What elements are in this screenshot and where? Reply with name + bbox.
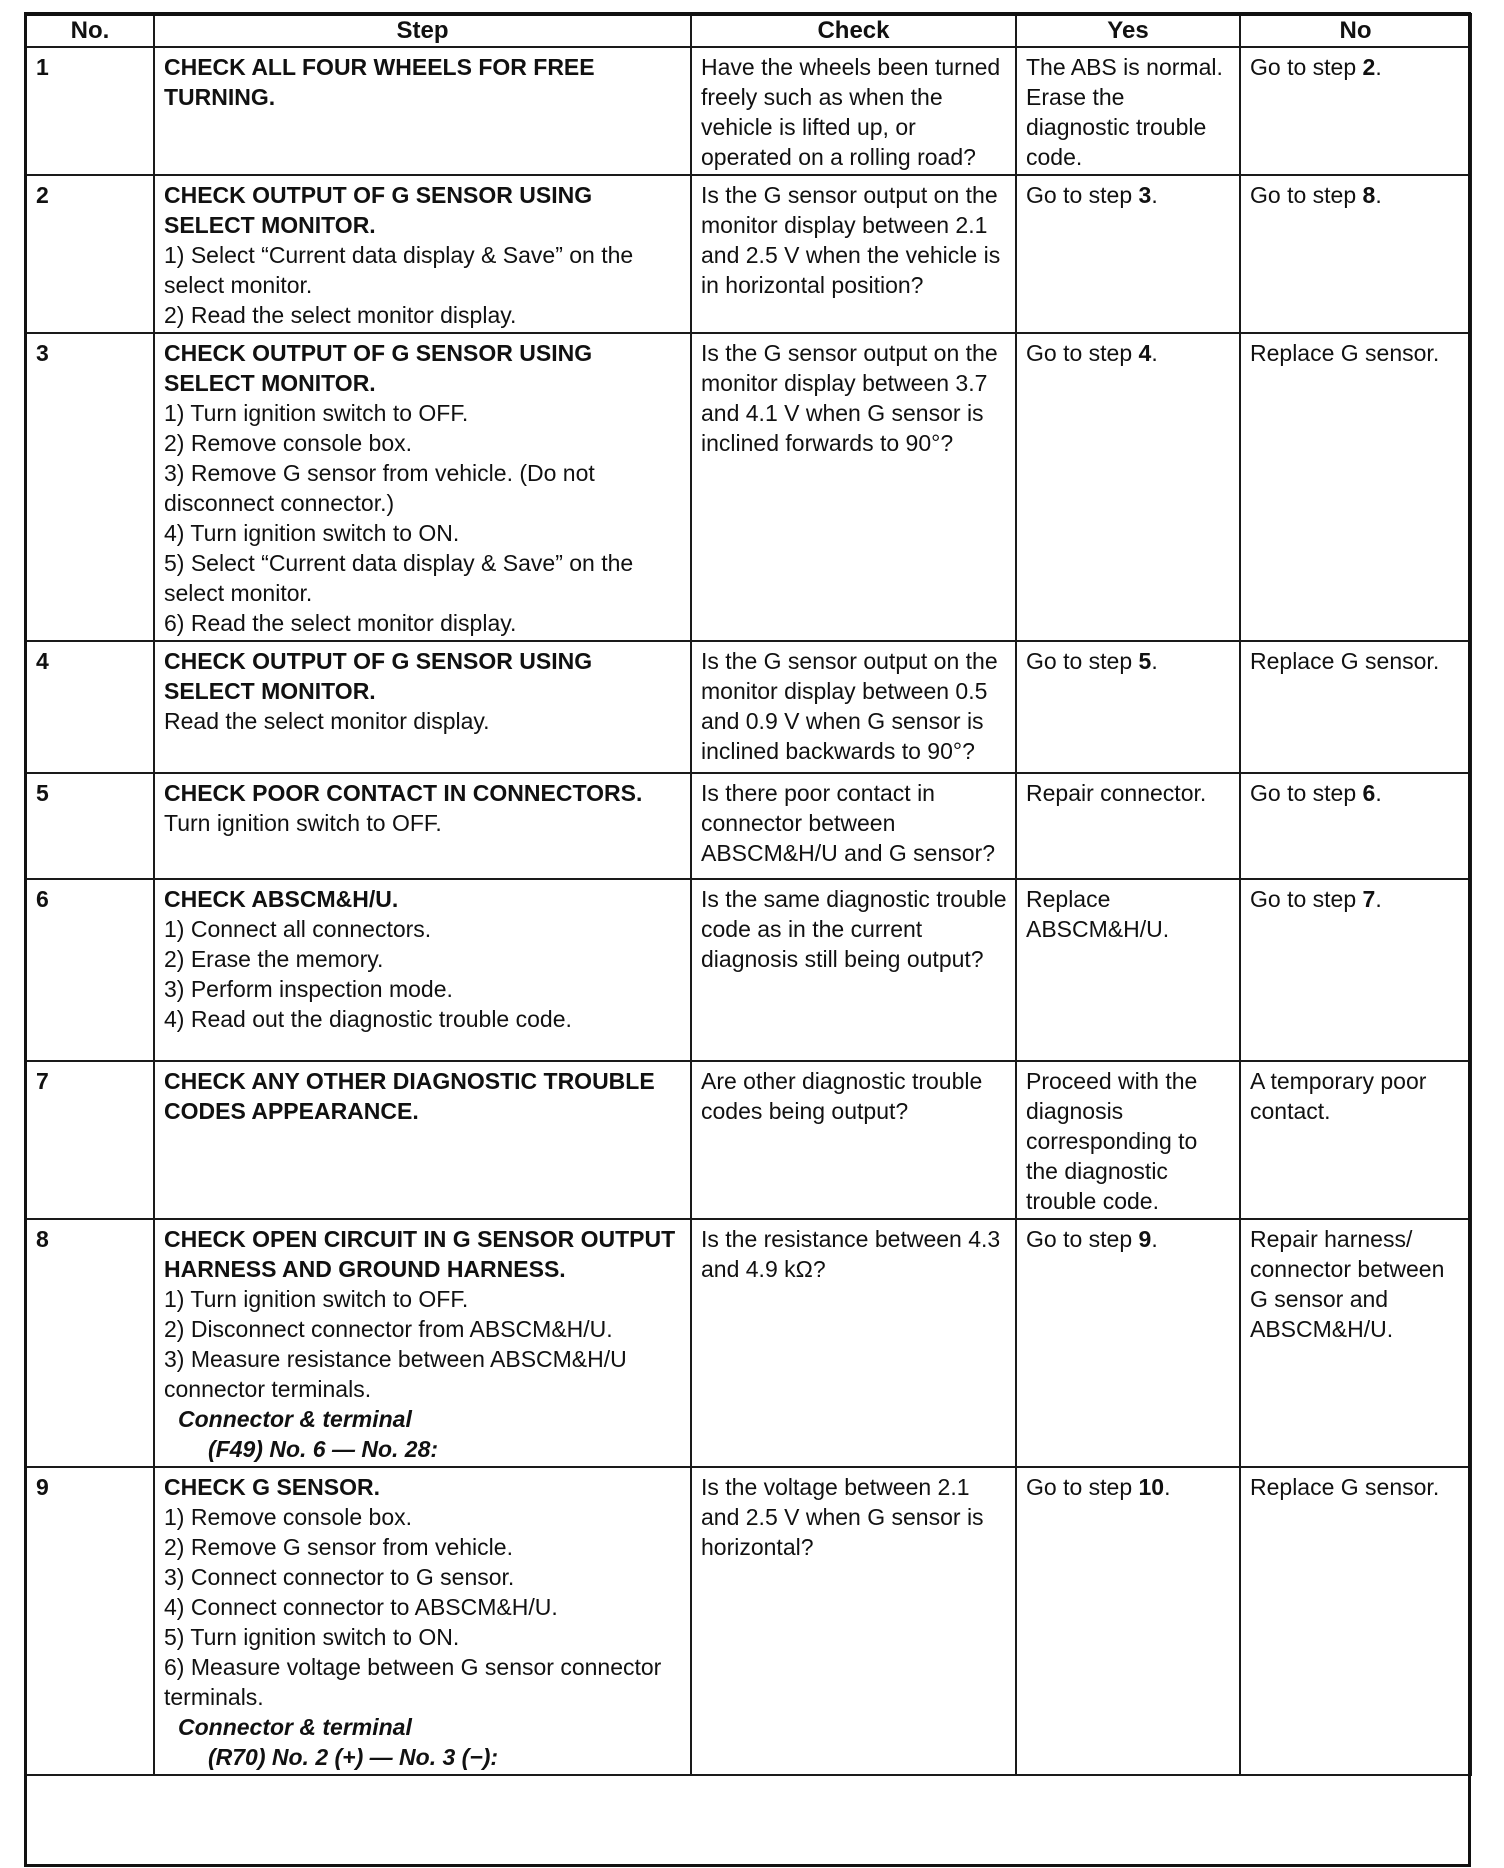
check-cell: Is the G sensor output on the monitor display between 0.5 and 0.9 V when G sensor is inclined backwards to 90°? (691, 641, 1016, 773)
step-title: CHECK POOR CONTACT IN CONNECTORS. (164, 780, 643, 806)
yes-text: Go to step (1026, 648, 1133, 674)
step-cell (154, 773, 691, 879)
yes-text: Go to step (1026, 340, 1133, 366)
header-no-column: No (1240, 15, 1471, 48)
no-cell-result (1240, 1467, 1471, 1775)
table-row (26, 1467, 1471, 1775)
check-cell: Is there poor contact in connector between ABSCM&H/U and G sensor? (691, 773, 1016, 879)
no-step-ref: 6 (1362, 780, 1376, 806)
step-instruction: 3) Measure resistance between ABSCM&H/U connector terminals. (164, 1346, 627, 1402)
step-instruction: 2) Erase the memory. (164, 946, 384, 972)
check-cell: Are other diagnostic trouble codes being output? (691, 1061, 1016, 1219)
step-instruction: 4) Read out the diagnostic trouble code. (164, 1006, 572, 1032)
check-cell: Is the voltage between 2.1 and 2.5 V when G sensor is horizontal? (691, 1467, 1016, 1775)
no-cell-result: Go to step 7. (1240, 879, 1471, 1061)
step-cell (154, 175, 691, 333)
step-number: 8 (26, 1219, 154, 1467)
yes-text: Go to step (1026, 182, 1133, 208)
step-cell (154, 1219, 691, 1467)
step-title: CHECK ANY OTHER DIAGNOSTIC TROUBLE CODES APPEARANCE. (164, 1068, 655, 1124)
step-instruction: 1) Remove console box. (164, 1504, 413, 1530)
step-number: 2 (26, 175, 154, 333)
step-instruction: 1) Turn ignition switch to OFF. (164, 1286, 469, 1312)
step-number: 9 (26, 1467, 154, 1775)
yes-step-ref: 4 (1138, 340, 1152, 366)
header-check: Check (691, 15, 1016, 48)
step-instruction: 2) Read the select monitor display. (164, 302, 517, 328)
yes-cell: Go to step 4. (1016, 333, 1240, 641)
connector-terminal: (F49) No. 6 — No. 28: (208, 1436, 439, 1462)
no-text: Go to step (1250, 780, 1357, 806)
step-instruction: 5) Turn ignition switch to ON. (164, 1624, 460, 1650)
table-row (26, 641, 1471, 773)
yes-cell (1016, 1061, 1240, 1219)
no-text: Go to step (1250, 182, 1357, 208)
step-title: CHECK ALL FOUR WHEELS FOR FREE TURNING. (164, 54, 595, 110)
no-text: Go to step (1250, 54, 1357, 80)
yes-text: Go to step (1026, 1226, 1133, 1252)
no-text: Replace G sensor. (1250, 648, 1440, 674)
yes-text: The ABS is normal. Erase the diagnostic trouble code. (1026, 54, 1223, 170)
yes-cell: Go to step 10. (1016, 1467, 1240, 1775)
step-title: CHECK G SENSOR. (164, 1474, 380, 1500)
step-cell (154, 333, 691, 641)
no-cell-result: Go to step 2. (1240, 47, 1471, 175)
check-cell: Is the resistance between 4.3 and 4.9 kΩ? (691, 1219, 1016, 1467)
table-row (26, 47, 1471, 175)
step-instruction: 6) Measure voltage between G sensor connector terminals. (164, 1654, 662, 1710)
table-header-row (26, 15, 1471, 48)
step-title: CHECK OUTPUT OF G SENSOR USING SELECT MONITOR. (164, 648, 593, 704)
step-instruction: 3) Connect connector to G sensor. (164, 1564, 515, 1590)
step-instruction: 1) Select “Current data display & Save” on the select monitor. (164, 242, 634, 298)
no-text: Repair harness/ connector between G sensor and ABSCM&H/U. (1250, 1226, 1445, 1342)
step-number: 6 (26, 879, 154, 1061)
yes-step-ref: 9 (1138, 1226, 1152, 1252)
step-instruction: Turn ignition switch to OFF. (164, 810, 442, 836)
step-title: CHECK OPEN CIRCUIT IN G SENSOR OUTPUT HARNESS AND GROUND HARNESS. (164, 1226, 676, 1282)
no-step-ref: 7 (1362, 886, 1376, 912)
step-number: 5 (26, 773, 154, 879)
step-cell (154, 641, 691, 773)
header-yes: Yes (1016, 15, 1240, 48)
yes-cell (1016, 879, 1240, 1061)
yes-cell (1016, 47, 1240, 175)
table-row (26, 175, 1471, 333)
step-instruction: 6) Read the select monitor display. (164, 610, 517, 636)
step-instruction: 2) Remove console box. (164, 430, 413, 456)
yes-text: Repair connector. (1026, 780, 1207, 806)
yes-cell: Go to step 5. (1016, 641, 1240, 773)
step-number: 7 (26, 1061, 154, 1219)
step-instruction: 1) Turn ignition switch to OFF. (164, 400, 469, 426)
step-number: 4 (26, 641, 154, 773)
yes-step-ref: 10 (1138, 1474, 1165, 1500)
no-step-ref: 2 (1362, 54, 1376, 80)
step-instruction: 2) Remove G sensor from vehicle. (164, 1534, 513, 1560)
step-instruction: 4) Turn ignition switch to ON. (164, 520, 460, 546)
yes-text: Go to step (1026, 1474, 1133, 1500)
connector-terminal: (R70) No. 2 (+) — No. 3 (−): (208, 1744, 499, 1770)
step-instruction: 3) Perform inspection mode. (164, 976, 453, 1002)
step-number: 1 (26, 47, 154, 175)
step-instruction: 1) Connect all connectors. (164, 916, 432, 942)
step-cell (154, 879, 691, 1061)
step-instruction: 3) Remove G sensor from vehicle. (Do not disconnect connector.) (164, 460, 595, 516)
table-body (26, 47, 1471, 1775)
no-text: A temporary poor contact. (1250, 1068, 1427, 1124)
yes-cell: Go to step 3. (1016, 175, 1240, 333)
table-row (26, 1219, 1471, 1467)
step-title: CHECK OUTPUT OF G SENSOR USING SELECT MONITOR. (164, 182, 593, 238)
step-number: 3 (26, 333, 154, 641)
no-cell-result (1240, 641, 1471, 773)
no-step-ref: 8 (1362, 182, 1376, 208)
yes-text: Replace ABSCM&H/U. (1026, 886, 1170, 942)
step-title: CHECK OUTPUT OF G SENSOR USING SELECT MONITOR. (164, 340, 593, 396)
no-cell-result (1240, 1219, 1471, 1467)
table-row (26, 1061, 1471, 1219)
connector-label: Connector & terminal (178, 1714, 412, 1740)
table-row (26, 333, 1471, 641)
no-text: Replace G sensor. (1250, 1474, 1440, 1500)
no-text: Replace G sensor. (1250, 340, 1440, 366)
no-cell-result (1240, 333, 1471, 641)
diagnostic-table (25, 13, 1472, 1776)
no-cell-result: Go to step 8. (1240, 175, 1471, 333)
header-no: No. (26, 15, 154, 48)
connector-label: Connector & terminal (178, 1406, 412, 1432)
check-cell: Is the G sensor output on the monitor display between 3.7 and 4.1 V when G sensor is inclined forwards to 90°? (691, 333, 1016, 641)
yes-step-ref: 5 (1138, 648, 1152, 674)
no-cell-result: Go to step 6. (1240, 773, 1471, 879)
check-cell: Is the G sensor output on the monitor display between 2.1 and 2.5 V when the vehicle is in horizontal position? (691, 175, 1016, 333)
yes-text: Proceed with the diagnosis corresponding to the diagnostic trouble code. (1026, 1068, 1198, 1214)
table-row (26, 879, 1471, 1061)
step-instruction: 5) Select “Current data display & Save” on the select monitor. (164, 550, 634, 606)
yes-step-ref: 3 (1138, 182, 1152, 208)
check-cell: Is the same diagnostic trouble code as in the current diagnosis still being output? (691, 879, 1016, 1061)
no-cell-result (1240, 1061, 1471, 1219)
step-instruction: 2) Disconnect connector from ABSCM&H/U. (164, 1316, 613, 1342)
step-instruction: 4) Connect connector to ABSCM&H/U. (164, 1594, 558, 1620)
header-step: Step (154, 15, 691, 48)
yes-cell (1016, 773, 1240, 879)
check-cell: Have the wheels been turned freely such as when the vehicle is lifted up, or operated on a rolling road? (691, 47, 1016, 175)
yes-cell: Go to step 9. (1016, 1219, 1240, 1467)
no-text: Go to step (1250, 886, 1357, 912)
step-cell (154, 47, 691, 175)
step-cell (154, 1467, 691, 1775)
table-row (26, 773, 1471, 879)
step-title: CHECK ABSCM&H/U. (164, 886, 399, 912)
step-cell (154, 1061, 691, 1219)
step-instruction: Read the select monitor display. (164, 708, 490, 734)
